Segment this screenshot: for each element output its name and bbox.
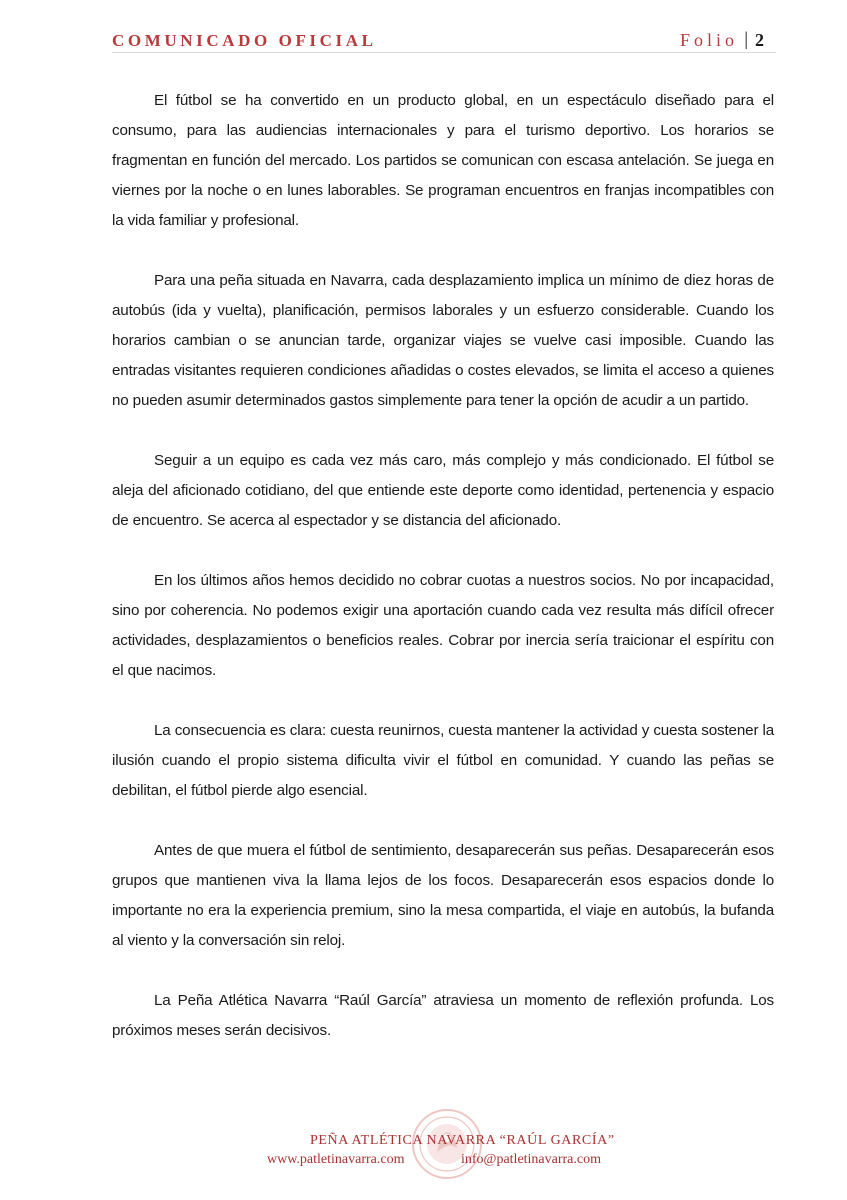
paragraph: La consecuencia es clara: cuesta reunirnos, cuesta mantener la actividad y cuesta sostener la ilusión cuando el propio sistema dificulta vivir el fútbol en comunidad. Y cuando las peñas se debilitan, el fútbol pierde algo esencial. <box>112 722 774 799</box>
document-body <box>112 86 774 1076</box>
folio-label: Folio <box>679 30 738 50</box>
paragraph: Seguir a un equipo es cada vez más caro, más complejo y más condicionado. El fútbol se aleja del aficionado cotidiano, del que entiende este deporte como identidad, pertenencia y espacio de encuentro. Se acerca al espectador y se distancia del aficionado. <box>112 452 774 529</box>
paragraph: El fútbol se ha convertido en un producto global, en un espectáculo diseñado para el consumo, para las audiencias internacionales y para el turismo deportivo. Los horarios se fragmentan en función del mercado. Los partidos se comunican con escasa antelación. Se juega en viernes por la noche o en lunes laborables. Se programan encuentros en franjas incompatibles con la vida familiar y profesional. <box>112 92 774 229</box>
paragraph: Antes de que muera el fútbol de sentimiento, desaparecerán sus peñas. Desaparecerán esos grupos que mantienen viva la llama lejos de los focos. Desaparecerán esos espacios donde lo importante no era la experiencia premium, sino la mesa compartida, el viaje en autobús, la bufanda al viento y la conversación sin reloj. <box>112 842 774 949</box>
footer-email-link[interactable]: info@patletinavarra.com <box>461 1152 601 1167</box>
footer-website-link[interactable]: www.patletinavarra.com <box>267 1152 405 1167</box>
paragraph: Para una peña situada en Navarra, cada desplazamiento implica un mínimo de diez horas de autobús (ida y vuelta), planificación, permisos laborales y un esfuerzo considerable. Cuando los horarios cambian o se anuncian tarde, organizar viajes se vuelve casi imposible. Cuando las entradas visitantes requieren condiciones añadidas o costes elevados, se limita el acceso a quienes no pueden asumir determinados gastos simplemente para tener la opción de acudir a un partido. <box>112 272 774 409</box>
page-header <box>112 28 776 53</box>
document-title: COMUNICADO OFICIAL <box>112 31 377 50</box>
paragraph: En los últimos años hemos decidido no cobrar cuotas a nuestros socios. No por incapacidad, sino por coherencia. No podemos exigir una aportación cuando cada vez resulta más difícil ofrecer actividades, desplazamientos o beneficios reales. Cobrar por inercia sería traicionar el espíritu con el que nacimos. <box>112 572 774 679</box>
folio-separator: | <box>744 29 748 50</box>
paragraph: La Peña Atlética Navarra “Raúl García” atraviesa un momento de reflexión profunda. Los próximos meses serán decisivos. <box>112 992 774 1039</box>
footer-organization: PEÑA ATLÉTICA NAVARRA “RAÚL GARCÍA” <box>310 1133 615 1148</box>
page-number: 2 <box>755 30 764 50</box>
